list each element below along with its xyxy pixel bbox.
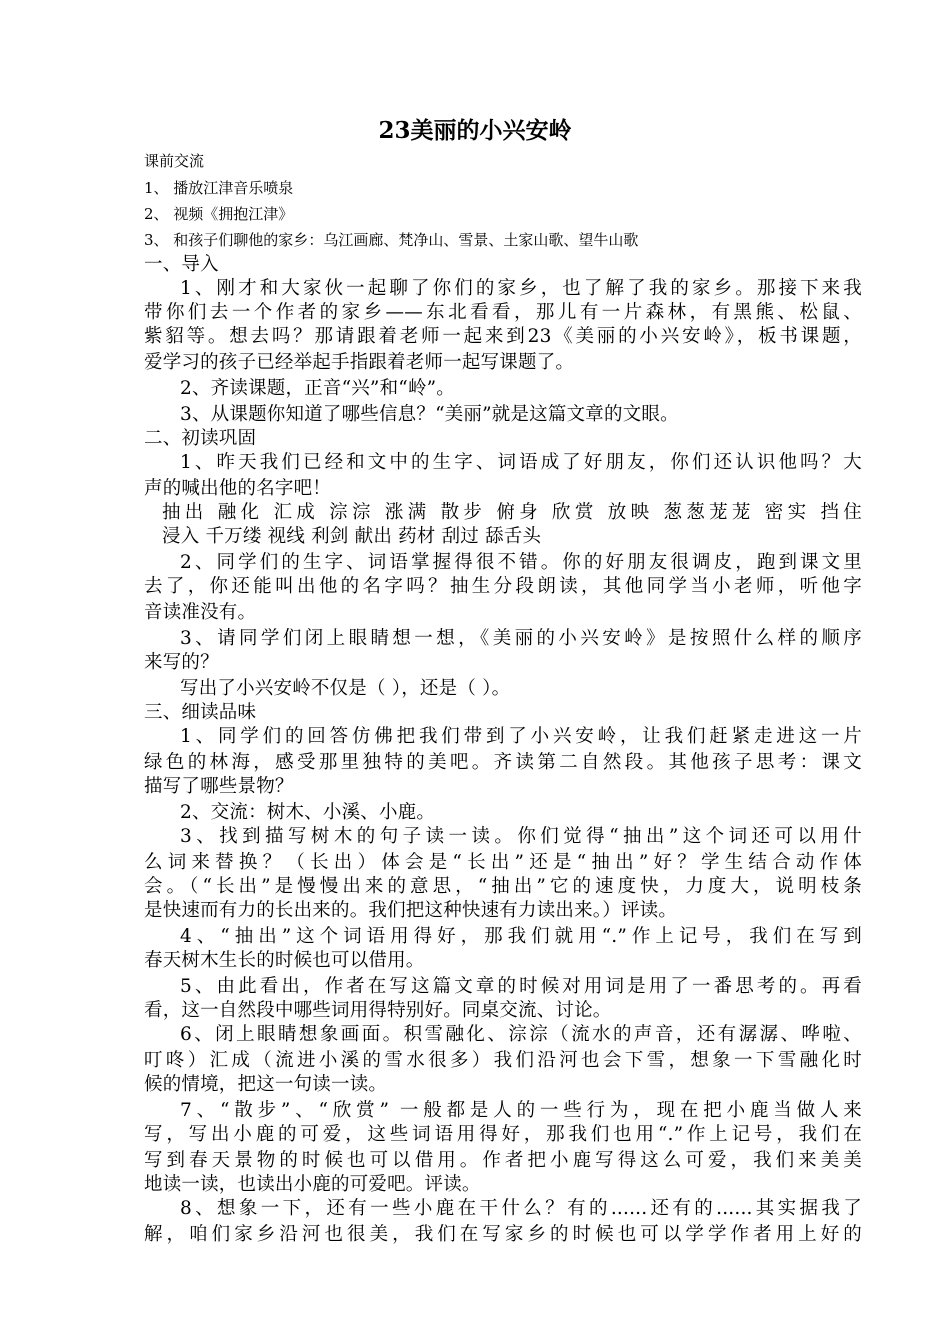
paragraph-line: 解，咱们家乡沿河也很美，我们在写家乡的时候也可以学学作者用上好的 [144, 1224, 862, 1245]
section-heading-close-reading: 三、细读品味 [144, 702, 257, 723]
paragraph-line: 紫貂等。想去吗？那请跟着老师一起来到23《美丽的小兴安岭》，板书课题， [144, 326, 862, 347]
paragraph-line: 写，写出小鹿的可爱，这些词语用得好，那我们也用“.”作上记号，我们在 [144, 1124, 862, 1145]
paragraph-line: 带你们去一个作者的家乡——东北看看，那儿有一片森林，有黑熊、松鼠、 [144, 302, 862, 323]
paragraph-line: 看，这一自然段中哪些词用得特别好。同桌交流、讨论。 [144, 1000, 612, 1021]
section-heading-first-reading: 二、初读巩固 [144, 428, 257, 449]
paragraph-line: 2、交流：树木、小溪、小鹿。 [180, 802, 436, 823]
paragraph-line: 1、同学们的回答仿佛把我们带到了小兴安岭，让我们赶紧走进这一片 [180, 726, 862, 747]
paragraph-line: 7、“散步”、“欣赏” 一般都是人的一些行为，现在把小鹿当做人来 [180, 1100, 862, 1121]
paragraph-line: 春天树木生长的时候也可以借用。 [144, 950, 425, 971]
paragraph-line: 4、“抽出”这个词语用得好，那我们就用“.”作上记号，我们在写到 [180, 926, 862, 947]
section-heading-intro: 一、导入 [144, 254, 219, 275]
paragraph-line: 是快速而有力的长出来的。我们把这种快速有力读出来。）评读。 [144, 900, 678, 921]
pre-class-item: 3、 和孩子们聊他的家乡：乌江画廊、梵净山、雪景、土家山歌、望牛山歌 [144, 231, 639, 249]
paragraph-line: 8、想象一下，还有一些小鹿在干什么？有的......还有的......其实据我了 [180, 1198, 862, 1219]
paragraph-line: 描写了哪些景物？ [144, 776, 294, 797]
paragraph-line: 候的情境，把这一句读一读。 [144, 1074, 388, 1095]
paragraph-line: 1、刚才和大家伙一起聊了你们的家乡，也了解了我的家乡。那接下来我 [180, 278, 862, 299]
paragraph-line: 5、由此看出，作者在写这篇文章的时候对用词是用了一番思考的。再看 [180, 976, 862, 997]
paragraph-line: 去了，你还能叫出他的名字吗？抽生分段朗读，其他同学当小老师，听他字 [144, 576, 862, 597]
pre-class-item: 2、 视频《拥抱江津》 [144, 205, 294, 223]
paragraph-line: 3、从课题你知道了哪些信息？“美丽”就是这篇文章的文眼。 [180, 404, 679, 425]
vocabulary-list-line: 浸入 千万缕 视线 利剑 献出 药材 刮过 舔舌头 [162, 526, 542, 547]
paragraph-line: 绿色的林海，感受那里独特的美吧。齐读第二自然段。其他孩子思考：课文 [144, 752, 862, 773]
paragraph-line: 2、同学们的生字、词语掌握得很不错。你的好朋友很调皮，跑到课文里 [180, 552, 862, 573]
paragraph-line: 爱学习的孩子已经举起手指跟着老师一起写课题了。 [144, 352, 575, 373]
paragraph-line: 么词来替换？（长出）体会是“长出”还是“抽出”好？学生结合动作体 [144, 852, 862, 873]
paragraph-line: 2、齐读课题，正音“兴”和“岭”。 [180, 378, 456, 399]
paragraph-line: 1、昨天我们已经和文中的生字、词语成了好朋友，你们还认识他吗？大 [180, 452, 862, 473]
paragraph-line: 音读准没有。 [144, 602, 257, 623]
document-title: 23美丽的小兴安岭 [378, 117, 572, 144]
paragraph-line: 地读一读，也读出小鹿的可爱吧。评读。 [144, 1174, 481, 1195]
paragraph-line: 声的喊出他的名字吧！ [144, 478, 332, 499]
paragraph-line: 叮咚）汇成（流进小溪的雪水很多）我们沿河也会下雪，想象一下雪融化时 [144, 1050, 862, 1071]
pre-class-heading: 课前交流 [144, 152, 205, 170]
pre-class-item: 1、 播放江津音乐喷泉 [144, 179, 294, 197]
paragraph-line: 6、闭上眼睛想象画面。积雪融化、淙淙（流水的声音，还有潺潺、哗啦、 [180, 1024, 862, 1045]
paragraph-line: 3、找到描写树木的句子读一读。你们觉得“抽出”这个词还可以用什 [180, 826, 862, 847]
paragraph-line: 来写的？ [144, 652, 219, 673]
paragraph-line: 写到春天景物的时候也可以借用。作者把小鹿写得这么可爱，我们来美美 [144, 1150, 862, 1171]
paragraph-line: 3、请同学们闭上眼睛想一想，《美丽的小兴安岭》是按照什么样的顺序 [180, 628, 862, 649]
paragraph-line: 会。（“长出”是慢慢出来的意思，“抽出”它的速度快，力度大，说明枝条 [144, 876, 862, 897]
vocabulary-list-line: 抽出 融化 汇成 淙淙 涨满 散步 俯身 欣赏 放映 葱葱茏茏 密实 挡住 [162, 502, 862, 523]
fill-in-blank-line: 写出了小兴安岭不仅是（ ），还是（ ）。 [180, 678, 511, 699]
